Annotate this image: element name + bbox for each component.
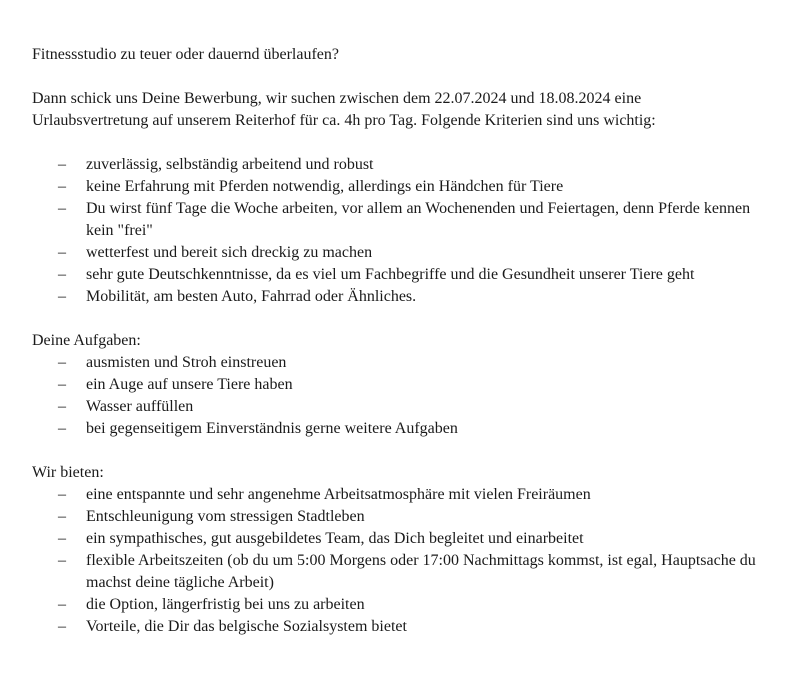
list-item: – flexible Arbeitszeiten (ob du um 5:00 Morgens oder 17:00 Nachmittags kommst, ist egal, Hauptsache du machst deine tägliche Arbeit) xyxy=(32,550,757,594)
list-item: – die Option, längerfristig bei uns zu arbeiten xyxy=(32,594,757,616)
list-item: – ausmisten und Stroh einstreuen xyxy=(32,352,757,374)
list-item: – wetterfest und bereit sich dreckig zu machen xyxy=(32,242,757,264)
criteria-list xyxy=(32,154,757,308)
list-item: – eine entspannte und sehr angenehme Arbeitsatmosphäre mit vielen Freiräumen xyxy=(32,484,757,506)
intro-paragraph: Dann schick uns Deine Bewerbung, wir suchen zwischen dem 22.07.2024 und 18.08.2024 eine Urlaubsvertretung auf unserem Reiterhof für ca. 4h pro Tag. Folgende Kriterien sind uns wichtig: xyxy=(32,90,656,129)
tasks-list xyxy=(32,352,757,440)
spacer xyxy=(32,132,757,154)
list-item: – keine Erfahrung mit Pferden notwendig, allerdings ein Händchen für Tiere xyxy=(32,176,757,198)
spacer xyxy=(32,66,757,88)
list-item: – Vorteile, die Dir das belgische Sozialsystem bietet xyxy=(32,616,757,638)
list-item: – Du wirst fünf Tage die Woche arbeiten, vor allem an Wochenenden und Feiertagen, denn Pferde kennen kein "frei" xyxy=(32,198,757,242)
offers-list xyxy=(32,484,757,638)
list-item: – zuverlässig, selbständig arbeitend und robust xyxy=(32,154,757,176)
list-item: – ein Auge auf unsere Tiere haben xyxy=(32,374,757,396)
list-item: – Wasser auffüllen xyxy=(32,396,757,418)
spacer xyxy=(32,308,757,330)
tasks-heading: Deine Aufgaben: xyxy=(32,332,141,349)
list-item: – Mobilität, am besten Auto, Fahrrad oder Ähnliches. xyxy=(32,286,757,308)
heading-question: Fitnessstudio zu teuer oder dauernd überlaufen? xyxy=(32,46,340,63)
list-item: – Entschleunigung vom stressigen Stadtleben xyxy=(32,506,757,528)
spacer xyxy=(32,440,757,462)
list-item: – bei gegenseitigem Einverständnis gerne weitere Aufgaben xyxy=(32,418,757,440)
list-item: – sehr gute Deutschkenntnisse, da es viel um Fachbegriffe und die Gesundheit unserer Tiere geht xyxy=(32,264,757,286)
offer-heading: Wir bieten: xyxy=(32,464,104,481)
list-item: – ein sympathisches, gut ausgebildetes Team, das Dich begleitet und einarbeitet xyxy=(32,528,757,550)
